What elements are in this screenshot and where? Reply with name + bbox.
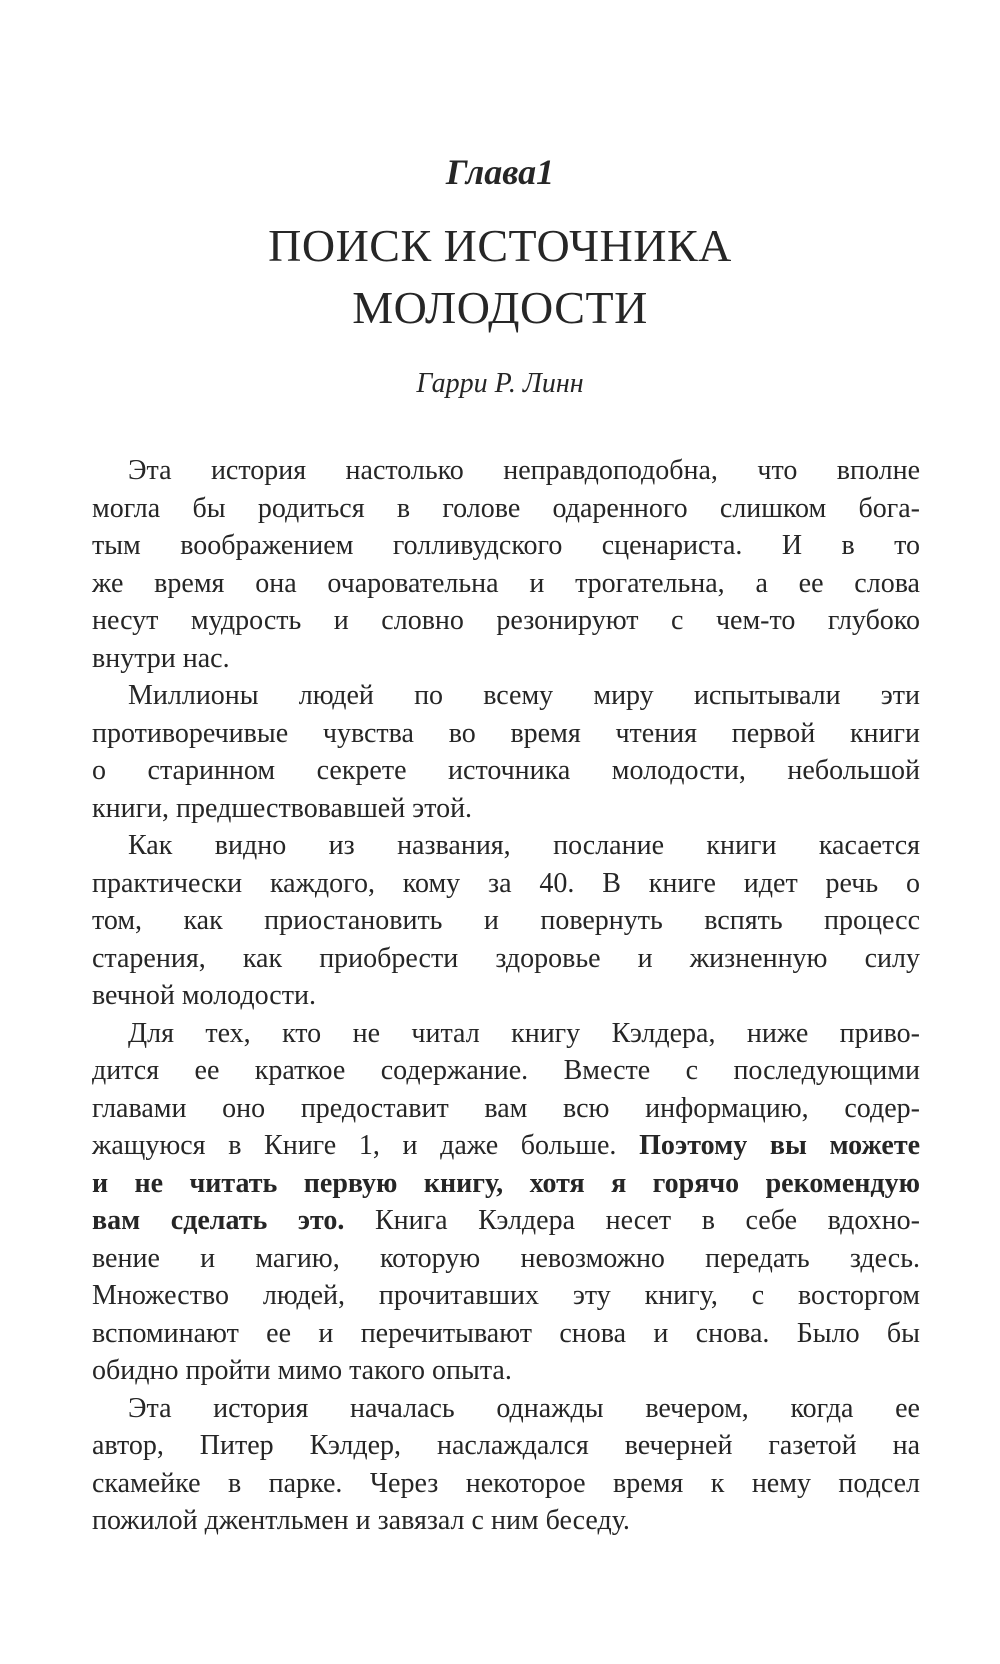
paragraph: [92, 677, 920, 827]
text-line: несут мудрость и словно резонируют с чем-то глубоко: [92, 605, 920, 636]
text-line: практически каждого, кому за 40. В книге идет речь о: [92, 867, 920, 899]
text-line: пожилой джентльмен и завязал с ним беседу.: [92, 1505, 630, 1536]
text-line: книги, предшествовавшей этой.: [92, 792, 473, 824]
text-line: Миллионы людей по всему миру испытывали эти: [128, 680, 920, 711]
text-line: Как видно из названия, послание книги касается: [128, 830, 920, 861]
chapter-label: Глава1: [445, 152, 555, 192]
text-line: противоречивые чувства во время чтения первой книги: [92, 717, 920, 749]
bold-text-fragment: Поэтому вы можете: [639, 1130, 920, 1161]
bold-text-line: и не читать первую книгу, хотя я горячо рекомендую: [92, 1167, 920, 1199]
chapter-title: [0, 215, 1000, 339]
text-line: же время она очаровательна и трогательна, а ее слова: [92, 567, 920, 599]
text-line: старения, как приобрести здоровье и жизненную силу: [92, 942, 920, 974]
text-line: дится ее краткое содержание. Вместе с последующими: [92, 1055, 920, 1086]
text-line: вспоминают ее и перечитывают снова и снова. Было бы: [92, 1317, 920, 1349]
text-line: скамейке в парке. Через некоторое время к нему подсел: [92, 1467, 920, 1499]
text-line: автор, Питер Кэлдер, наслаждался вечерней газетой на: [92, 1430, 920, 1461]
text-line-mixed: [92, 1202, 920, 1240]
text-line: Эта история началась однажды вечером, когда ее: [128, 1392, 920, 1424]
paragraph: [92, 827, 920, 1015]
chapter-title-line-1: ПОИСК ИСТОЧНИКА: [268, 220, 732, 271]
text-line: Эта история настолько неправдоподобна, что вполне: [128, 455, 920, 486]
text-line: о старинном секрете источника молодости, небольшой: [92, 755, 920, 786]
text-fragment: жащуюся в Книге 1, и даже больше.: [92, 1130, 640, 1161]
body-text: [92, 452, 920, 1540]
text-line: вечной молодости.: [92, 980, 316, 1011]
paragraph: [92, 452, 920, 677]
text-line-mixed: [92, 1127, 920, 1165]
text-line: Множество людей, прочитавших эту книгу, с восторгом: [92, 1280, 920, 1311]
paragraph: [92, 1015, 920, 1390]
bold-text-fragment: вам сделать это.: [92, 1205, 345, 1236]
text-line: обидно пройти мимо такого опыта.: [92, 1355, 512, 1386]
paragraph: [92, 1390, 920, 1540]
text-line: могла бы родиться в голове одаренного слишком бога-: [92, 492, 920, 524]
text-fragment: Книга Кэлдера несет в себе вдохно-: [344, 1205, 920, 1236]
chapter-title-line-2: МОЛОДОСТИ: [352, 282, 648, 333]
text-line: главами оно предоставит вам всю информацию, содер-: [92, 1092, 920, 1124]
text-line: том, как приостановить и повернуть вспять процесс: [92, 905, 920, 936]
text-line: тым воображением голливудского сценариста. И в то: [92, 530, 920, 561]
text-line: внутри нас.: [92, 642, 230, 674]
text-line: вение и магию, которую невозможно передать здесь.: [92, 1242, 920, 1274]
chapter-author: Гарри Р. Линн: [416, 368, 584, 399]
text-line: Для тех, кто не читал книгу Кэлдера, ниже приво-: [128, 1017, 920, 1049]
